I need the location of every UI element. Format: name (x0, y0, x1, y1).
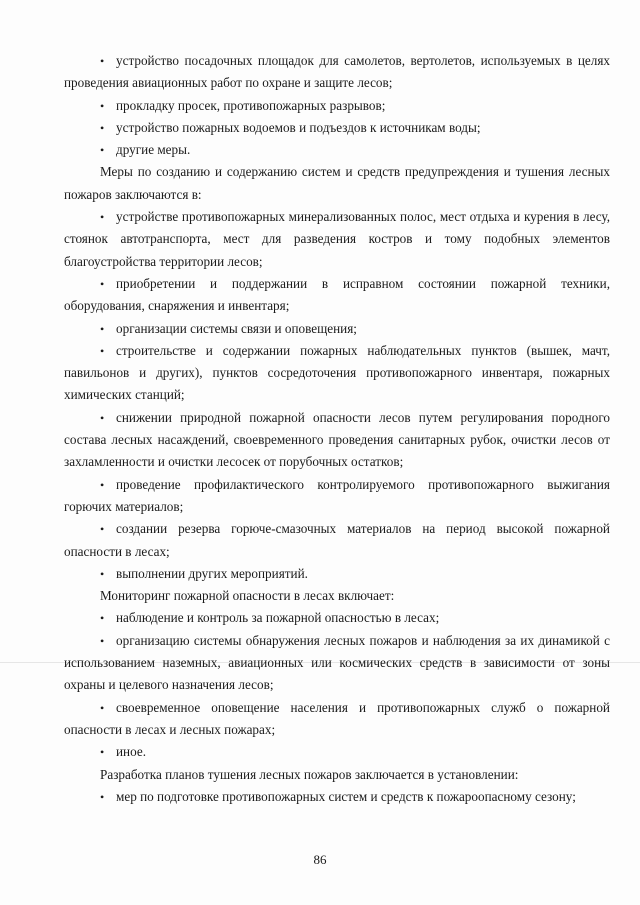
bullet-paragraph: • создании резерва горюче-смазочных материалов на период высокой пожарной опасности в лесах; (64, 518, 610, 563)
bullet-paragraph: • другие меры. (64, 139, 610, 161)
body-text (64, 50, 610, 808)
bullet-paragraph: • мер по подготовке противопожарных систем и средств к пожароопасному сезону; (64, 786, 610, 808)
bullet-paragraph: • проведение профилактического контролируемого противопожарного выжигания горючих материалов; (64, 474, 610, 519)
bullet-paragraph: • организации системы связи и оповещения; (64, 318, 610, 340)
bullet-paragraph: • прокладку просек, противопожарных разрывов; (64, 95, 610, 117)
paragraph: Разработка планов тушения лесных пожаров заключается в установлении: (100, 766, 519, 782)
bullet-paragraph: • организацию системы обнаружения лесных пожаров и наблюдения за их динамикой с использованием наземных, авиационных или космических средств в зависимости от зоны охраны и целевого назначения лесов; (64, 630, 610, 697)
bullet-paragraph: • устройство пожарных водоемов и подъездов к источникам воды; (64, 117, 610, 139)
paragraph: Меры по созданию и содержанию систем и средств предупреждения и тушения лесных пожаров заключаются в: (64, 164, 610, 202)
bullet-paragraph: • устройство посадочных площадок для самолетов, вертолетов, используемых в целях проведения авиационных работ по охране и защите лесов; (64, 50, 610, 95)
paragraph: Мониторинг пожарной опасности в лесах включает: (100, 588, 395, 604)
bullet-paragraph: • строительстве и содержании пожарных наблюдательных пунктов (вышек, мачт, павильонов и других), пунктов сосредоточения противопожарного инвентаря, пожарных химических станций; (64, 340, 610, 407)
bullet-paragraph: • выполнении других мероприятий. (64, 563, 610, 585)
page-number: 86 (313, 852, 327, 867)
bullet-paragraph: • устройстве противопожарных минерализованных полос, мест отдыха и курения в лесу, стоянок автотранспорта, мест для разведения костров и тому подобных элементов благоустройства территории лесов; (64, 206, 610, 273)
bullet-paragraph: • снижении природной пожарной опасности лесов путем регулирования породного состава лесных насаждений, своевременного проведения санитарных рубок, очистки лесов от захламленности и очистки лесосек от порубочных остатков; (64, 407, 610, 474)
bullet-paragraph: • наблюдение и контроль за пожарной опасностью в лесах; (64, 607, 610, 629)
bullet-paragraph: • своевременное оповещение населения и противопожарных служб о пожарной опасности в лесах и лесных пожарах; (64, 697, 610, 742)
bullet-paragraph: • иное. (64, 741, 610, 763)
bullet-paragraph: • приобретении и поддержании в исправном состоянии пожарной техники, оборудования, снаряжения и инвентаря; (64, 273, 610, 318)
